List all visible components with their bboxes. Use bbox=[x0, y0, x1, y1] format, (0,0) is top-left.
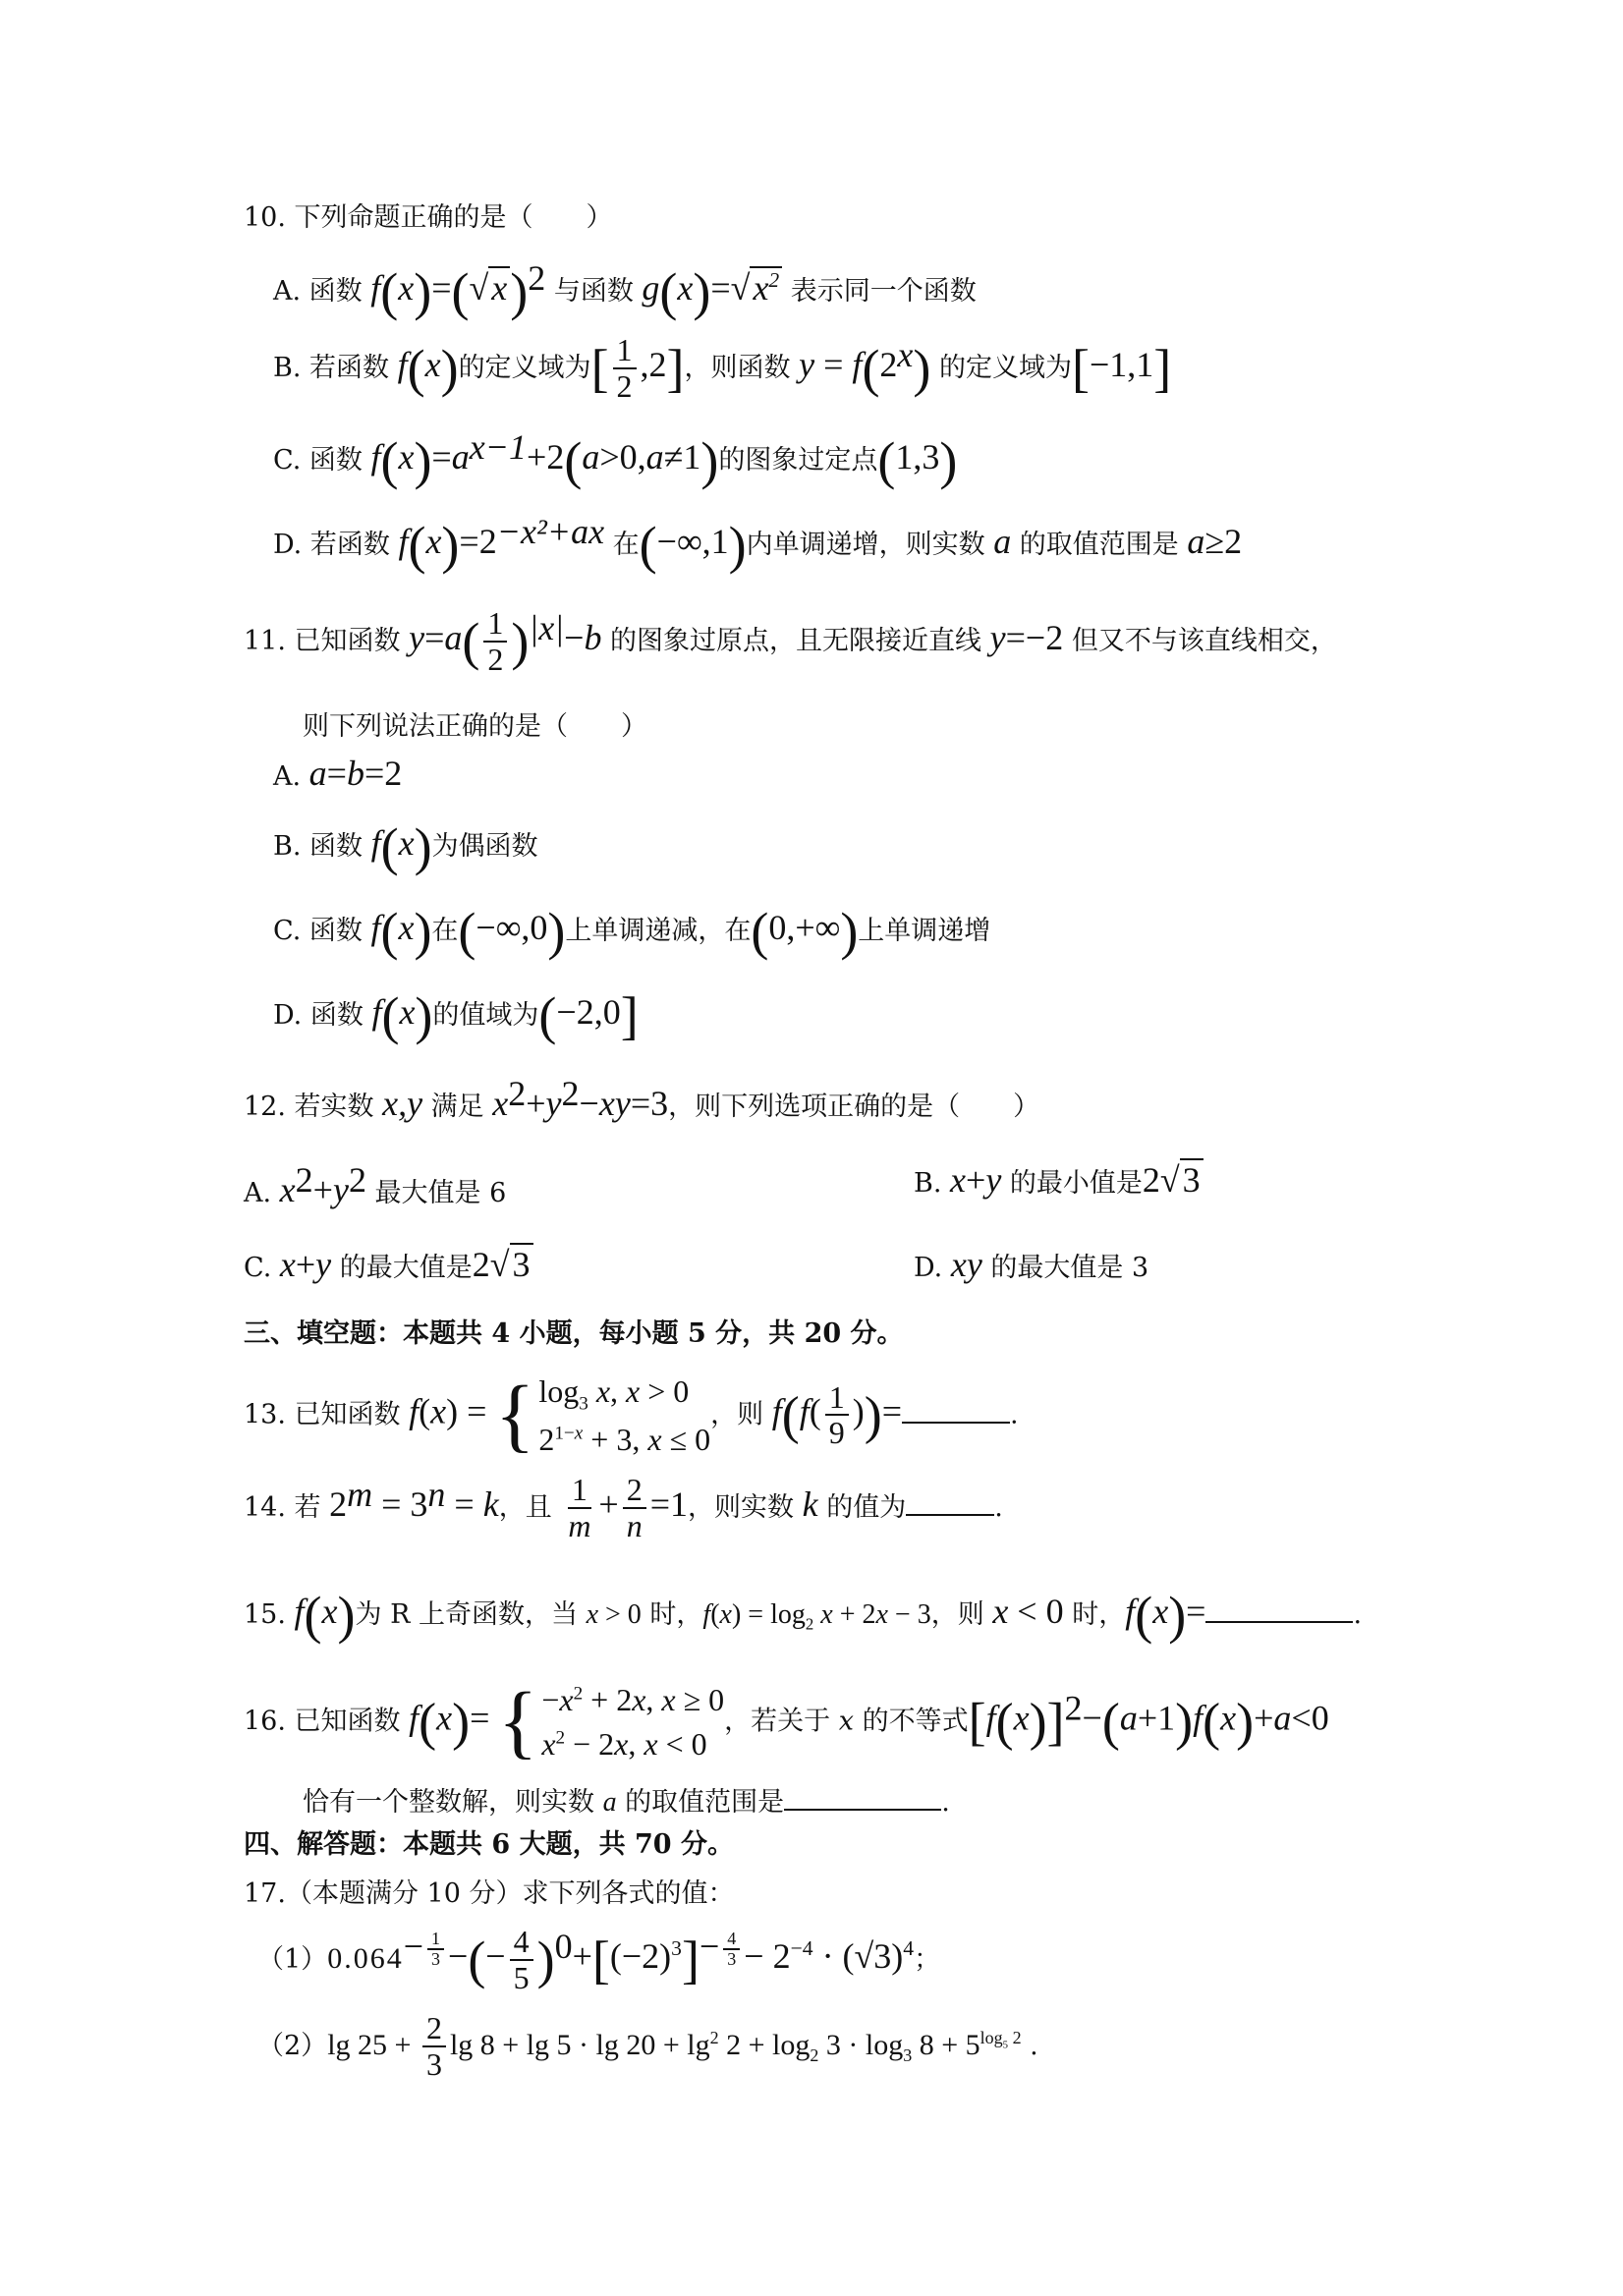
q11-stem-cont: 则下列说法正确的是（ ） bbox=[303, 711, 647, 742]
q12-stem: 12. 若实数 x,y 满足 $x^2+y^2-xy=3$，则下列选项正确的是（ ） bbox=[244, 1074, 1040, 1123]
section-3-heading: 三、填空题：本题共 4 小题，每小题 5 分，共 20 分。 bbox=[244, 1318, 904, 1349]
q14: 14. 若 $2^m = 3^n = k$，且 $\frac{1}{m}$ + $\frac{2}{n}$ =1，则实数 k 的值为 . bbox=[244, 1472, 1003, 1543]
q12-option-c: C. x+y 的最大值是2√3 bbox=[244, 1244, 533, 1286]
q12-option-d: D. xy 的最大值是 3 bbox=[914, 1245, 1149, 1284]
q15: 15. f(x)为 R 上奇函数，当 x > 0 时，$f(x) = \log_2 x + 2x - 3$，则 x < 0 时，f(x)= . bbox=[244, 1586, 1363, 1645]
q16-stem: 16. 已知函数 f(x)= { $-x^2 + 2x$, x ≥ 0 $x^2 - 2x$, x < 0 ，若关于 x 的不等式$[f(x)]^2-(a+1)f(x)+a<0$ bbox=[244, 1676, 1329, 1767]
q10-option-c: C. 函数 $f(x)=a^{x-1}+2(a>0,a\ne 1)$的图象过定点(1,3) bbox=[273, 427, 958, 491]
q11-option-a: A. a=b=2 bbox=[273, 754, 403, 793]
q11-stem: 11. 已知函数 y=a( $\frac{1}{2}$ )$^{|x|}$−b 的图象过原点，且无限接近直线 y=−2 但又不与该直线相交， bbox=[244, 605, 1337, 677]
q13: 13. 已知函数 f(x) = { $\log_3 x$, x > 0 $2^{1-x} + 3$, x ≤ 0 ，则 f(f( $\frac{1}{9}$ ))= . bbox=[244, 1370, 1019, 1462]
q10-option-b: B. 若函数 f(x)的定义域为[ $\frac{1}{2}$ ,2]，则函数 $y = f(2^x)$ 的定义域为[−1,1] bbox=[273, 332, 1172, 404]
q17-part-1: $(1)0.064^{- \frac{1}{3}}$ −(− $\frac{4}{5}$ )$^0+[(-2)^3]^{- \frac{4}{3}}$ − $2^{-4} \cdot (√3)^4$； bbox=[257, 1924, 941, 1995]
q11-option-d: D. 函数 f(x)的值域为(−2,0] bbox=[273, 986, 639, 1045]
q11-option-c: C. 函数 f(x)在(−∞,0)上单调递减，在(0,+∞)上单调递增 bbox=[273, 902, 991, 961]
q16-stem-cont: 恰有一个整数解，则实数 a 的取值范围是 . bbox=[303, 1787, 950, 1818]
q10-stem: 10. 下列命题正确的是（ ） bbox=[244, 202, 613, 233]
q17-part-2: （2）lg 25 + $\frac{2}{3}$ $\lg 8 + \lg 5 \cdot \lg 20 + \lg^2 2 + \log_2 3 \cdot \log_3 8 + 5^{log_5 2}$ . bbox=[257, 2010, 1038, 2082]
q10-option-a: A. 函数 $f(x)=(√x)^2$ 与函数 $g(x)=√x^2$ 表示同一个函数 bbox=[273, 258, 977, 322]
q10-option-d: D. 若函数 $f(x)=2^{-x^2+ax}$ 在(−∞,1)内单调递增，则实数 a 的取值范围是 a≥2 bbox=[273, 512, 1243, 576]
section-4-heading: 四、解答题：本题共 6 大题，共 70 分。 bbox=[244, 1829, 734, 1860]
q12-option-a: A. $x^2+y^2$ 最大值是 6 bbox=[244, 1160, 507, 1209]
q11-option-b: B. 函数 f(x)为偶函数 bbox=[273, 817, 538, 876]
q17-stem: 17.（本题满分 10 分）求下列各式的值： bbox=[244, 1878, 735, 1909]
q12-option-b: B. x+y 的最小值是2√3 bbox=[914, 1159, 1203, 1202]
